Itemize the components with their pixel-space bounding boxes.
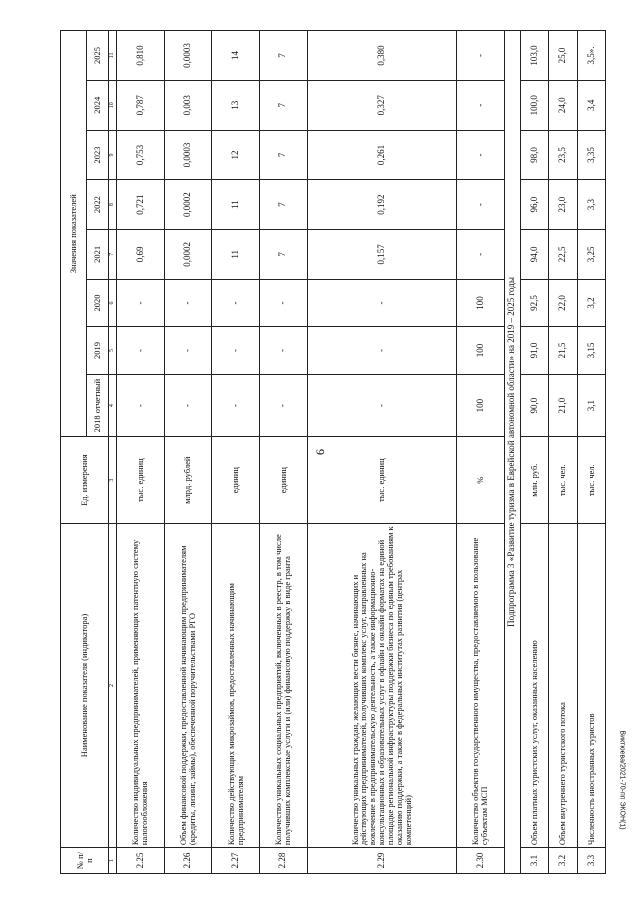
table-row: [549, 31, 577, 874]
value-cell: 100,0: [520, 80, 548, 130]
table-row: [577, 31, 605, 874]
header-name: Наименование показателя (индикатора): [61, 523, 109, 847]
value-cell: 7: [259, 180, 307, 230]
value-cell: 21,5: [549, 327, 577, 375]
value-cell: 91,0: [520, 327, 548, 375]
value-cell: 7: [259, 229, 307, 279]
header-row-1: [61, 31, 87, 874]
value-cell: 3,1: [577, 374, 605, 437]
table-row: [259, 31, 307, 874]
value-cell: 0,261: [307, 130, 457, 180]
unit-cell: тыс. чел.: [549, 437, 577, 523]
table-row: [457, 31, 505, 874]
unit-cell: единиц: [259, 437, 307, 523]
value-cell: -: [212, 374, 260, 437]
page-number: 9: [313, 449, 327, 455]
indicators-table: [60, 30, 606, 874]
row-number: 3.1: [520, 848, 548, 874]
indicator-name: Количество уникальных граждан, желающих вести бизнес, начинающих и действующих предпринимателей, получивших комплекс услуг, направленных на вовлечение в предпринимательскую деятельность, а также информационно-консультационных и образовательных услуг в офлайн и онлайн форматах на единой площадке региональной инфраструктуры поддержки бизнеса по единым требованиям к оказанию поддержки, а также в федеральных институтах развития (центрах компетенций): [307, 523, 457, 847]
value-cell: -: [212, 327, 260, 375]
unit-cell: тыс. единиц: [307, 437, 457, 523]
indicator-name: Количество действующих микрозаймов, предоставленных начинающим предпринимателям: [212, 523, 260, 847]
value-cell: 103,0: [520, 31, 548, 81]
header-year: 2024: [87, 80, 109, 130]
row-number: 2.29: [307, 848, 457, 874]
value-cell: 0,157: [307, 229, 457, 279]
value-cell: -: [457, 31, 505, 81]
value-cell: 3,4: [577, 80, 605, 130]
row-number: 2.28: [259, 848, 307, 874]
value-cell: -: [164, 327, 212, 375]
value-cell: -: [457, 80, 505, 130]
value-cell: 24,0: [549, 80, 577, 130]
value-cell: 96,0: [520, 180, 548, 230]
value-cell: 7: [259, 80, 307, 130]
value-cell: 0,003: [164, 80, 212, 130]
table-row: [307, 31, 457, 874]
table-body: [109, 31, 606, 874]
column-index-cell: 11: [109, 31, 117, 81]
header-unit: Ед. измерения: [61, 437, 109, 523]
indicator-name: Объем финансовой поддержки, предоставленной начинающим предпринимателям (кредиты, лизинг, займы), обеспеченной поручительствами РГО: [164, 523, 212, 847]
header-year: 2019: [87, 327, 109, 375]
value-cell: 22,0: [549, 279, 577, 327]
column-index-cell: 6: [109, 279, 117, 327]
column-index-cell: 4: [109, 374, 117, 437]
indicator-name: Объем внутреннего туристского потока: [549, 523, 577, 847]
indicator-name: Численность иностранных туристов: [577, 523, 605, 847]
value-cell: -: [117, 374, 165, 437]
row-number: 2.25: [117, 848, 165, 874]
value-cell: -: [307, 374, 457, 437]
value-cell: 90,0: [520, 374, 548, 437]
value-cell: -: [259, 279, 307, 327]
value-cell: -: [259, 327, 307, 375]
column-index-cell: 5: [109, 327, 117, 375]
document-code: Виктюева/2021-70-пп ЭКОН(1): [618, 730, 626, 830]
indicator-name: Количество уникальных социальных предприятий, включенных в реестр, в том числе получивших комплексные услуги и (или) финансовую поддержку в виде гранта: [259, 523, 307, 847]
row-number: 3.3: [577, 848, 605, 874]
value-cell: 0,0003: [164, 130, 212, 180]
table-row: [212, 31, 260, 874]
row-number: 3.2: [549, 848, 577, 874]
value-cell: 0,192: [307, 180, 457, 230]
rotated-page-content: [60, 30, 606, 874]
unit-cell: млрд. рублей: [164, 437, 212, 523]
column-index-row: [109, 31, 117, 874]
table-row: [117, 31, 165, 874]
column-index-cell: 8: [109, 180, 117, 230]
unit-cell: %: [457, 437, 505, 523]
value-cell: 92,5: [520, 279, 548, 327]
unit-cell: млн. руб.: [520, 437, 548, 523]
header-year: 2023: [87, 130, 109, 180]
value-cell: -: [307, 279, 457, 327]
column-index-cell: 3: [109, 437, 117, 523]
section-title: Подпрограмма 3 «Развитие туризма в Еврейской автономной области» на 2019 – 2025 годы: [504, 31, 520, 874]
indicator-table-wrapper: [60, 30, 606, 874]
table-row: [164, 31, 212, 874]
section-row: [504, 31, 520, 874]
value-cell: 0,0003: [164, 31, 212, 81]
column-index-cell: 10: [109, 80, 117, 130]
value-cell: 3,25: [577, 229, 605, 279]
value-cell: -: [457, 229, 505, 279]
unit-cell: тыс. чел.: [577, 437, 605, 523]
column-index-cell: 9: [109, 130, 117, 180]
header-year: 2020: [87, 279, 109, 327]
value-cell: -: [164, 279, 212, 327]
indicator-name: Объем платных туристских услуг, оказанных населению: [520, 523, 548, 847]
value-cell: 3,35: [577, 130, 605, 180]
value-cell: 12: [212, 130, 260, 180]
column-index-cell: 7: [109, 229, 117, 279]
value-cell: -: [457, 130, 505, 180]
row-number: 2.30: [457, 848, 505, 874]
row-number: 2.27: [212, 848, 260, 874]
header-year: 2021: [87, 229, 109, 279]
header-year-2018: 2018 отчетный: [87, 374, 109, 437]
value-cell: 0,787: [117, 80, 165, 130]
header-values-group: Значения показателей: [61, 31, 87, 437]
value-cell: 100: [457, 279, 505, 327]
value-cell: 98,0: [520, 130, 548, 180]
value-cell: -: [212, 279, 260, 327]
value-cell: 7: [259, 31, 307, 81]
value-cell: 3,2: [577, 279, 605, 327]
value-cell: -: [117, 279, 165, 327]
value-cell: -: [307, 327, 457, 375]
value-cell: 3,5».: [577, 31, 605, 81]
value-cell: 0,0002: [164, 229, 212, 279]
value-cell: 3,3: [577, 180, 605, 230]
value-cell: 94,0: [520, 229, 548, 279]
value-cell: -: [164, 374, 212, 437]
value-cell: 11: [212, 180, 260, 230]
value-cell: 0,0002: [164, 180, 212, 230]
value-cell: 21,0: [549, 374, 577, 437]
value-cell: 0,380: [307, 31, 457, 81]
row-number: 2.26: [164, 848, 212, 874]
header-num: № п/п: [61, 848, 109, 874]
header-year: 2025: [87, 31, 109, 81]
value-cell: -: [259, 374, 307, 437]
value-cell: 25,0: [549, 31, 577, 81]
value-cell: 0,327: [307, 80, 457, 130]
indicator-name: Количество объектов государственного имущества, предоставляемого в пользование субъектам МСП: [457, 523, 505, 847]
value-cell: 23,0: [549, 180, 577, 230]
table-row: [520, 31, 548, 874]
header-year: 2022: [87, 180, 109, 230]
value-cell: 11: [212, 229, 260, 279]
value-cell: 22,5: [549, 229, 577, 279]
value-cell: 0,753: [117, 130, 165, 180]
unit-cell: тыс. единиц: [117, 437, 165, 523]
value-cell: 23,5: [549, 130, 577, 180]
column-index-cell: 2: [109, 523, 117, 847]
indicator-name: Количество индивидуальных предпринимателей, применяющих патентную систему налогообложения: [117, 523, 165, 847]
unit-cell: единиц: [212, 437, 260, 523]
value-cell: -: [457, 180, 505, 230]
value-cell: 0,69: [117, 229, 165, 279]
value-cell: 100: [457, 327, 505, 375]
value-cell: -: [117, 327, 165, 375]
value-cell: 100: [457, 374, 505, 437]
value-cell: 7: [259, 130, 307, 180]
value-cell: 14: [212, 31, 260, 81]
value-cell: 3,15: [577, 327, 605, 375]
value-cell: 0,810: [117, 31, 165, 81]
value-cell: 13: [212, 80, 260, 130]
value-cell: 0,721: [117, 180, 165, 230]
column-index-cell: 1: [109, 848, 117, 874]
